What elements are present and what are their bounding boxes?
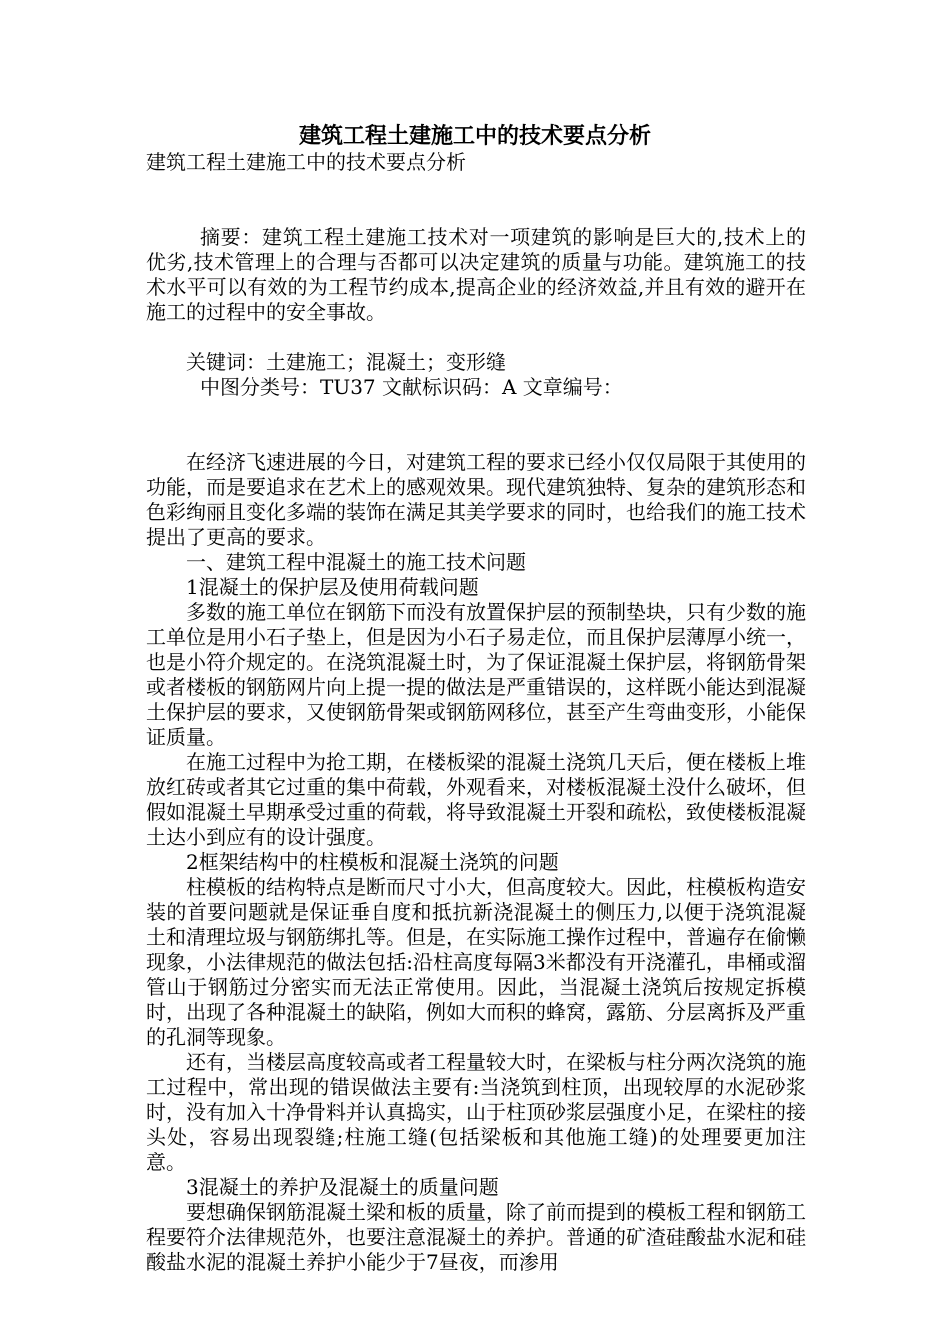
body-paragraph: 在经济飞速进展的今日，对建筑工程的要求已经小仅仅局限于其使用的功能，而是要追求在艺术上的感观效果。现代建筑独特、复杂的建筑形态和色彩绚丽且变化多端的装饰在满足其美学要求的同时，也给我们的施工技术提出了更高的要求。 [146, 450, 806, 549]
subsection-heading: 3混凝土的养护及混凝土的质量问题 [186, 1175, 499, 1199]
body-paragraph: 还有，当楼层高度较高或者工程量较大时，在梁板与柱分两次浇筑的施工过程中，常出现的错误做法主要有:当浇筑到柱顶，出现较厚的水泥砂浆时，没有加入十净骨料并认真捣实，山于柱顶砂浆层强度小足，在梁柱的接头处，容易出现裂缝;柱施工缝(包括梁板和其他施工缝)的处理要更加注意。 [146, 1050, 806, 1174]
subsection-heading: 2框架结构中的柱模板和混凝土浇筑的问题 [186, 850, 559, 874]
document-subtitle: 建筑工程土建施工中的技术要点分析 [146, 150, 466, 174]
body-paragraph: 要想确保钢筋混凝土梁和板的质量，除了前而提到的模板工程和钢筋工程要符介法律规范外，也要注意混凝土的养护。普通的矿渣硅酸盐水泥和硅酸盐水泥的混凝土养护小能少于7昼夜，而渗用 [146, 1200, 806, 1274]
body-paragraph: 多数的施工单位在钢筋下而没有放置保护层的预制垫块，只有少数的施工单位是用小石子垫上，但是因为小石子易走位，而且保护层薄厚小统一，也是小符介规定的。在浇筑混凝土时，为了保证混凝土保护层，将钢筋骨架或者楼板的钢筋网片向上提一提的做法是严重错误的，这样既小能达到混凝土保护层的要求，又使钢筋骨架或钢筋网移位，甚至产生弯曲变形，小能保证质量。 [146, 600, 806, 749]
subsection-heading: 1混凝土的保护层及使用荷载问题 [186, 575, 479, 599]
document-body [146, 150, 806, 1275]
classification-line: 中图分类号：TU37 文献标识码：A 文章编号： [200, 375, 623, 399]
spacer [146, 325, 806, 350]
keywords-line: 关键词：土建施工；混凝土；变形缝 [186, 350, 506, 374]
body-paragraph: 在施工过程中为抢工期，在楼板梁的混凝土浇筑几天后，便在楼板上堆放红砖或者其它过重的集中荷载，外观看来，对楼板混凝土没什么破坏，但假如混凝土早期承受过重的荷载，将导致混凝土开裂和疏松，致使楼板混凝土达小到应有的设计强度。 [146, 750, 806, 849]
spacer [146, 400, 806, 425]
spacer [146, 200, 806, 225]
abstract-paragraph: 摘要：建筑工程土建施工技术对一项建筑的影响是巨大的,技术上的优劣,技术管理上的合理与否都可以决定建筑的质量与功能。建筑施工的技术水平可以有效的为工程节约成本,提高企业的经济效益,并且有效的避开在施工的过程中的安全事故。 [146, 225, 806, 324]
document-title: 建筑工程土建施工中的技术要点分析 [298, 124, 651, 149]
body-paragraph: 柱模板的结构特点是断而尺寸小大，但高度较大。因此，柱模板构造安装的首要问题就是保证垂自度和抵抗新浇混凝土的侧压力,以便于浇筑混凝土和清理垃圾与钢筋绑扎等。但是，在实际施工操作过程中，普遍存在偷懒现象，小法律规范的做法包括:沿柱高度每隔3米都没有开浇灌孔，串桶或溜管山于钢筋过分密实而无法正常使用。因此，当混凝土浇筑后按规定拆模时，出现了各种混凝土的缺陷，例如大而积的蜂窝，露筋、分层离拆及严重的孔洞等现象。 [146, 875, 806, 1049]
spacer [146, 425, 806, 450]
section-heading: 一、建筑工程中混凝土的施工技术问题 [186, 550, 526, 574]
